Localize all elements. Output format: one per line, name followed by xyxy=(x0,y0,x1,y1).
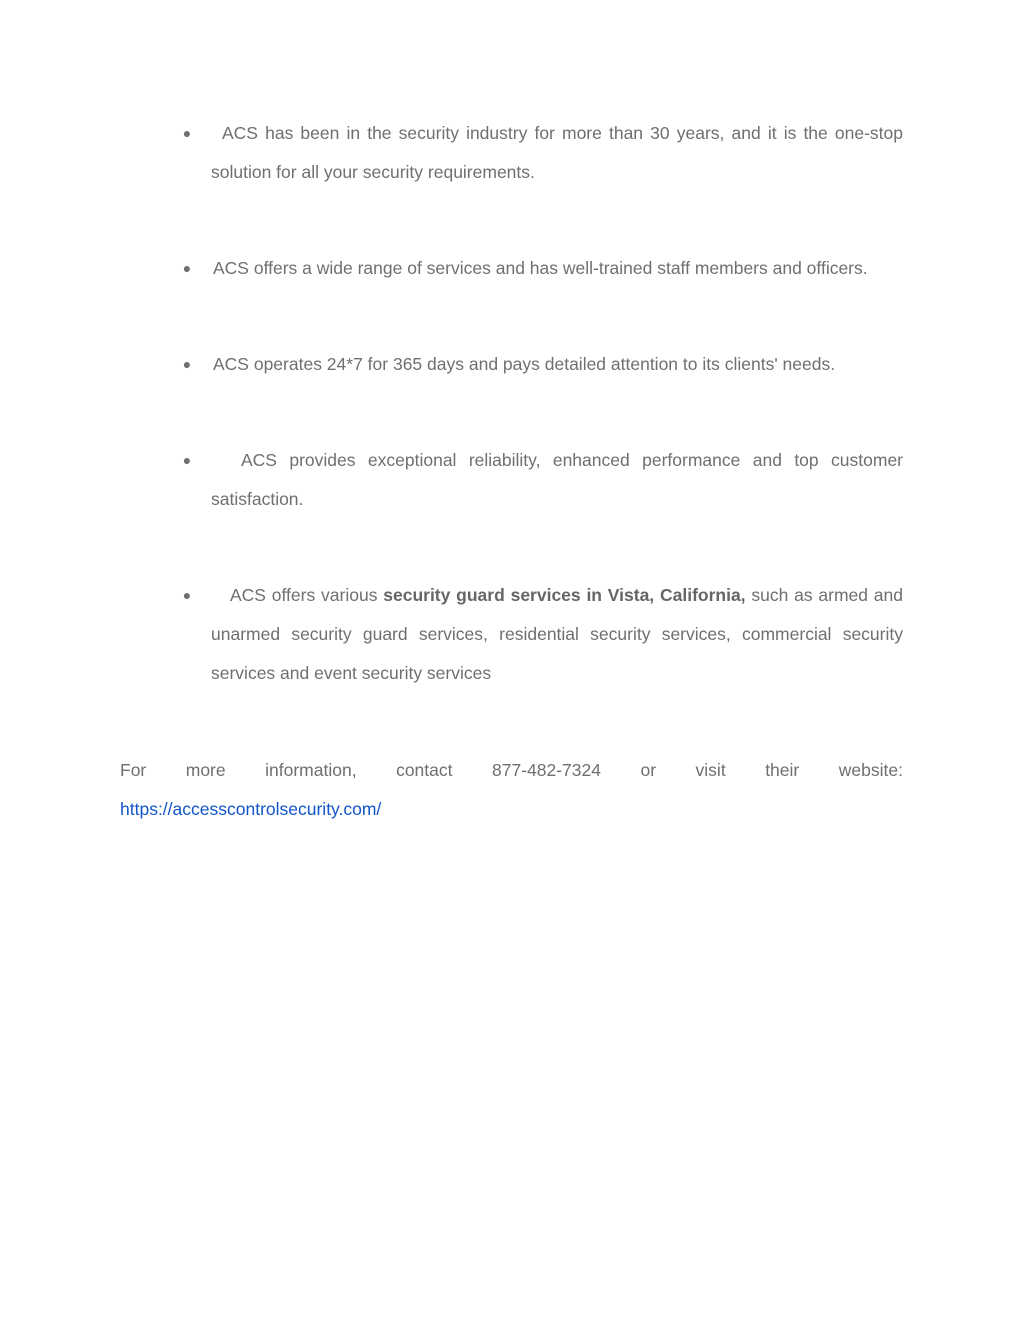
bullet-icon: ● xyxy=(182,356,192,372)
contact-line xyxy=(120,751,903,790)
bullet-icon: ● xyxy=(182,260,192,276)
contact-word: information, xyxy=(265,760,357,780)
list-item xyxy=(180,114,903,192)
list-item-text: ACS offers a wide range of services and has well-trained staff members and officers. xyxy=(213,258,868,278)
list-item-bold-text: security guard services in Vista, California, xyxy=(383,585,746,605)
list-item-text: ACS operates 24*7 for 365 days and pays detailed attention to its clients' needs. xyxy=(213,354,836,374)
list-item xyxy=(180,249,903,288)
list-item-text-end: such as armed and unarmed security guard services, residential security services, commercial security services and event security services xyxy=(211,585,903,683)
contact-paragraph xyxy=(120,751,903,829)
bullet-icon: ● xyxy=(182,587,192,603)
contact-word: or xyxy=(640,760,657,780)
list-item xyxy=(180,345,903,384)
bullet-icon: ● xyxy=(182,125,192,141)
contact-word: For xyxy=(120,760,147,780)
phone-number: 877-482-7324 xyxy=(492,760,601,780)
list-item-text xyxy=(211,576,903,693)
contact-word: more xyxy=(185,760,226,780)
contact-word: website: xyxy=(838,760,903,780)
contact-word: visit xyxy=(695,760,726,780)
contact-word: their xyxy=(765,760,800,780)
list-item-text: ACS provides exceptional reliability, enhanced performance and top customer satisfaction. xyxy=(211,450,903,509)
list-item xyxy=(180,441,903,519)
website-link[interactable]: https://accesscontrolsecurity.com/ xyxy=(120,799,382,819)
list-item-text: ACS has been in the security industry for more than 30 years, and it is the one-stop solution for all your security requirements. xyxy=(211,123,903,182)
list-item xyxy=(180,576,903,693)
list-item-text-start: ACS offers various xyxy=(230,585,384,605)
contact-word: contact xyxy=(396,760,453,780)
bullet-icon: ● xyxy=(182,452,192,468)
